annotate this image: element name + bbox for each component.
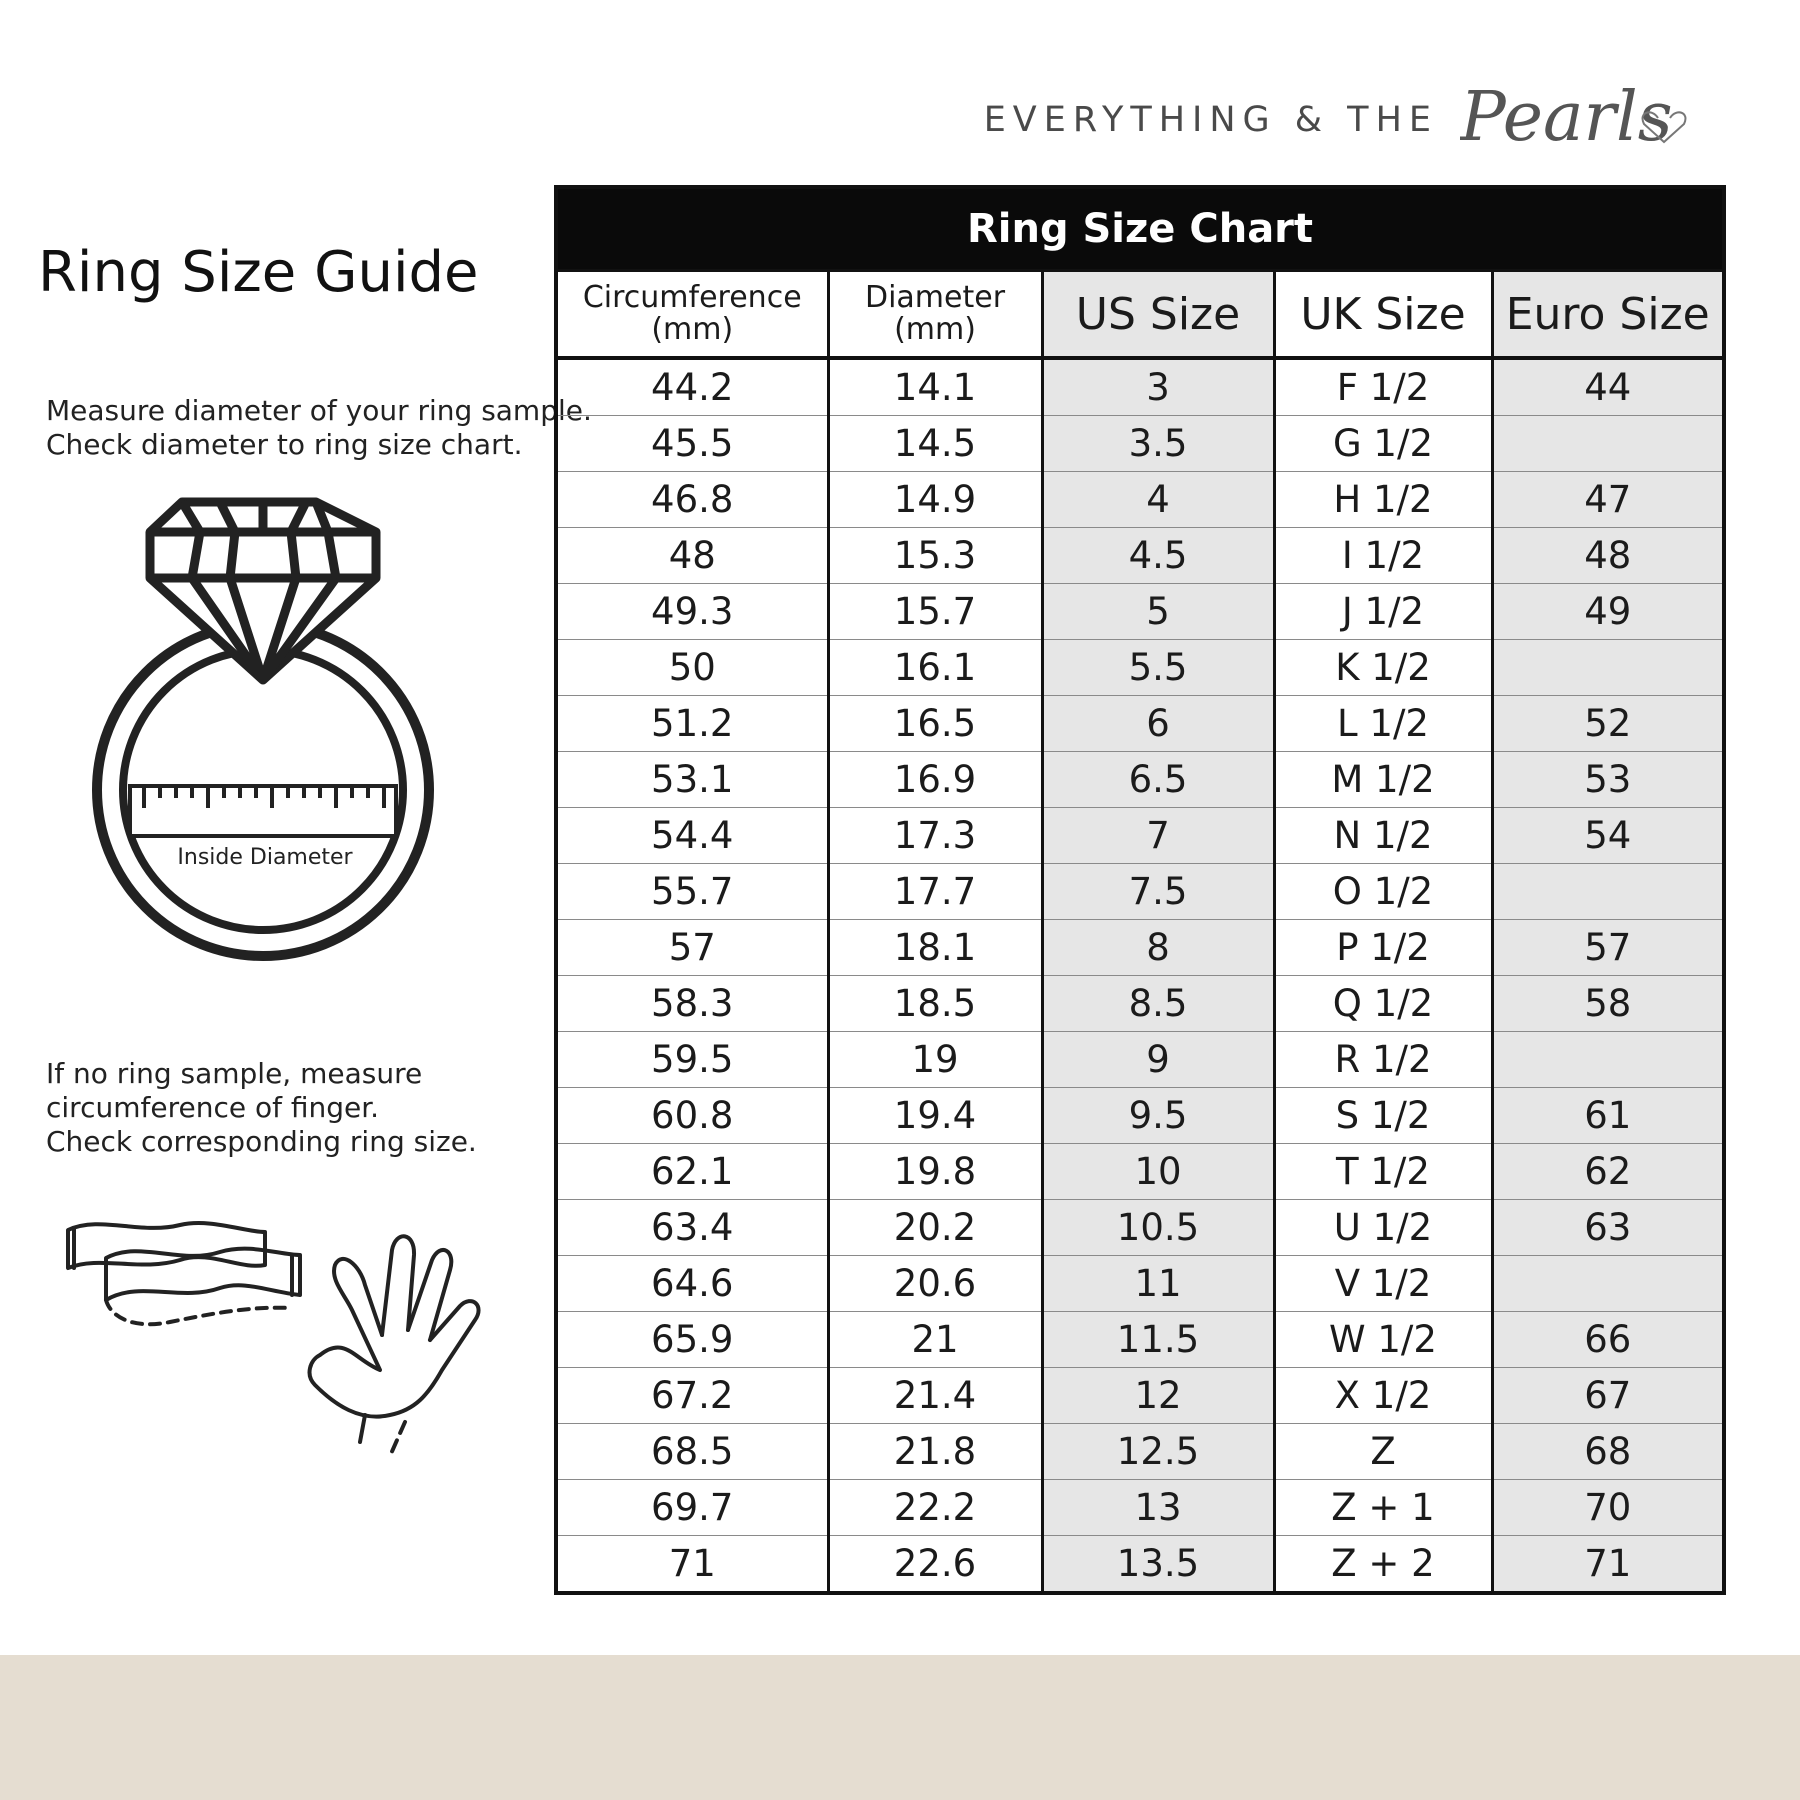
table-row bbox=[556, 920, 1724, 976]
us-size-cell: 13 bbox=[1042, 1480, 1274, 1536]
us-size-cell: 11.5 bbox=[1042, 1312, 1274, 1368]
circumference-cell: 45.5 bbox=[556, 416, 828, 472]
uk-size-cell: G 1/2 bbox=[1274, 416, 1492, 472]
euro-size-cell: 68 bbox=[1492, 1424, 1724, 1480]
us-size-cell: 9 bbox=[1042, 1032, 1274, 1088]
uk-size-cell: U 1/2 bbox=[1274, 1200, 1492, 1256]
us-size-cell: 9.5 bbox=[1042, 1088, 1274, 1144]
euro-size-cell: 48 bbox=[1492, 528, 1724, 584]
circumference-cell: 48 bbox=[556, 528, 828, 584]
euro-size-cell bbox=[1492, 1256, 1724, 1312]
brand-logo bbox=[984, 70, 1700, 170]
circumference-cell: 59.5 bbox=[556, 1032, 828, 1088]
header-line: Diameter bbox=[864, 280, 1006, 315]
circumference-cell: 64.6 bbox=[556, 1256, 828, 1312]
uk-size-cell: S 1/2 bbox=[1274, 1088, 1492, 1144]
uk-size-cell: X 1/2 bbox=[1274, 1368, 1492, 1424]
column-header-uk-size: UK Size bbox=[1274, 271, 1492, 359]
pearls-script-logo bbox=[1460, 70, 1700, 170]
ring-sample-instructions bbox=[46, 394, 592, 462]
table-row bbox=[556, 1368, 1724, 1424]
table-row bbox=[556, 1144, 1724, 1200]
instruction-line: Check diameter to ring size chart. bbox=[46, 428, 523, 461]
uk-size-cell: R 1/2 bbox=[1274, 1032, 1492, 1088]
uk-size-cell: I 1/2 bbox=[1274, 528, 1492, 584]
inside-diameter-label: Inside Diameter bbox=[177, 845, 353, 870]
diameter-cell: 14.9 bbox=[828, 472, 1042, 528]
us-size-cell: 12 bbox=[1042, 1368, 1274, 1424]
euro-size-cell: 63 bbox=[1492, 1200, 1724, 1256]
euro-size-cell bbox=[1492, 640, 1724, 696]
diameter-cell: 19.4 bbox=[828, 1088, 1042, 1144]
euro-size-cell bbox=[1492, 416, 1724, 472]
diameter-cell: 16.9 bbox=[828, 752, 1042, 808]
circumference-cell: 53.1 bbox=[556, 752, 828, 808]
circumference-cell: 58.3 bbox=[556, 976, 828, 1032]
uk-size-cell: J 1/2 bbox=[1274, 584, 1492, 640]
euro-size-cell: 66 bbox=[1492, 1312, 1724, 1368]
instruction-line: circumference of finger. bbox=[46, 1091, 380, 1124]
circumference-cell: 67.2 bbox=[556, 1368, 828, 1424]
uk-size-cell: N 1/2 bbox=[1274, 808, 1492, 864]
euro-size-cell: 49 bbox=[1492, 584, 1724, 640]
footer-band bbox=[0, 1655, 1800, 1800]
us-size-cell: 4 bbox=[1042, 472, 1274, 528]
uk-size-cell: L 1/2 bbox=[1274, 696, 1492, 752]
uk-size-cell: Z + 1 bbox=[1274, 1480, 1492, 1536]
uk-size-cell: Z bbox=[1274, 1424, 1492, 1480]
uk-size-cell: Z + 2 bbox=[1274, 1536, 1492, 1594]
diameter-cell: 17.3 bbox=[828, 808, 1042, 864]
diameter-cell: 21 bbox=[828, 1312, 1042, 1368]
header-line: (mm) bbox=[894, 312, 976, 347]
diameter-cell: 14.5 bbox=[828, 416, 1042, 472]
diameter-cell: 17.7 bbox=[828, 864, 1042, 920]
us-size-cell: 6 bbox=[1042, 696, 1274, 752]
us-size-cell: 12.5 bbox=[1042, 1424, 1274, 1480]
circumference-cell: 60.8 bbox=[556, 1088, 828, 1144]
euro-size-cell: 54 bbox=[1492, 808, 1724, 864]
table-row bbox=[556, 1312, 1724, 1368]
uk-size-cell: T 1/2 bbox=[1274, 1144, 1492, 1200]
table-row bbox=[556, 808, 1724, 864]
table-row bbox=[556, 1256, 1724, 1312]
diamond-ring-icon bbox=[80, 490, 460, 980]
table-row bbox=[556, 1536, 1724, 1594]
diameter-cell: 15.7 bbox=[828, 584, 1042, 640]
table-row bbox=[556, 472, 1724, 528]
euro-size-cell: 61 bbox=[1492, 1088, 1724, 1144]
euro-size-cell: 62 bbox=[1492, 1144, 1724, 1200]
finger-instructions bbox=[46, 1057, 477, 1159]
circumference-cell: 68.5 bbox=[556, 1424, 828, 1480]
circumference-cell: 54.4 bbox=[556, 808, 828, 864]
us-size-cell: 3.5 bbox=[1042, 416, 1274, 472]
us-size-cell: 6.5 bbox=[1042, 752, 1274, 808]
euro-size-cell: 47 bbox=[1492, 472, 1724, 528]
table-row bbox=[556, 1088, 1724, 1144]
us-size-cell: 8 bbox=[1042, 920, 1274, 976]
euro-size-cell: 58 bbox=[1492, 976, 1724, 1032]
header-line: (mm) bbox=[651, 312, 734, 347]
diameter-cell: 22.6 bbox=[828, 1536, 1042, 1594]
uk-size-cell: V 1/2 bbox=[1274, 1256, 1492, 1312]
column-header-circumference bbox=[556, 271, 828, 359]
euro-size-cell: 44 bbox=[1492, 358, 1724, 416]
table-row bbox=[556, 640, 1724, 696]
uk-size-cell: M 1/2 bbox=[1274, 752, 1492, 808]
diameter-cell: 15.3 bbox=[828, 528, 1042, 584]
us-size-cell: 5.5 bbox=[1042, 640, 1274, 696]
circumference-cell: 63.4 bbox=[556, 1200, 828, 1256]
diameter-cell: 19 bbox=[828, 1032, 1042, 1088]
table-row bbox=[556, 696, 1724, 752]
circumference-cell: 51.2 bbox=[556, 696, 828, 752]
uk-size-cell: Q 1/2 bbox=[1274, 976, 1492, 1032]
circumference-cell: 71 bbox=[556, 1536, 828, 1594]
us-size-cell: 5 bbox=[1042, 584, 1274, 640]
table-row bbox=[556, 584, 1724, 640]
chart-title: Ring Size Chart bbox=[556, 187, 1724, 271]
euro-size-cell: 53 bbox=[1492, 752, 1724, 808]
diameter-cell: 16.1 bbox=[828, 640, 1042, 696]
instruction-line: If no ring sample, measure bbox=[46, 1057, 423, 1090]
euro-size-cell: 71 bbox=[1492, 1536, 1724, 1594]
diameter-cell: 21.8 bbox=[828, 1424, 1042, 1480]
table-row bbox=[556, 1200, 1724, 1256]
diameter-cell: 22.2 bbox=[828, 1480, 1042, 1536]
circumference-cell: 44.2 bbox=[556, 358, 828, 416]
table-row bbox=[556, 1032, 1724, 1088]
us-size-cell: 8.5 bbox=[1042, 976, 1274, 1032]
diameter-cell: 20.6 bbox=[828, 1256, 1042, 1312]
us-size-cell: 10.5 bbox=[1042, 1200, 1274, 1256]
euro-size-cell: 52 bbox=[1492, 696, 1724, 752]
column-header-us-size: US Size bbox=[1042, 271, 1274, 359]
table-row bbox=[556, 864, 1724, 920]
column-header-euro-size: Euro Size bbox=[1492, 271, 1724, 359]
diameter-cell: 18.1 bbox=[828, 920, 1042, 976]
brand-script-text: Pearls bbox=[1460, 78, 1673, 157]
us-size-cell: 7 bbox=[1042, 808, 1274, 864]
circumference-cell: 46.8 bbox=[556, 472, 828, 528]
uk-size-cell: H 1/2 bbox=[1274, 472, 1492, 528]
euro-size-cell: 57 bbox=[1492, 920, 1724, 976]
table-row bbox=[556, 1480, 1724, 1536]
uk-size-cell: F 1/2 bbox=[1274, 358, 1492, 416]
header-line: Circumference bbox=[582, 280, 802, 315]
circumference-cell: 65.9 bbox=[556, 1312, 828, 1368]
instruction-line: Check corresponding ring size. bbox=[46, 1125, 477, 1158]
us-size-cell: 3 bbox=[1042, 358, 1274, 416]
us-size-cell: 13.5 bbox=[1042, 1536, 1274, 1594]
circumference-cell: 69.7 bbox=[556, 1480, 828, 1536]
uk-size-cell: W 1/2 bbox=[1274, 1312, 1492, 1368]
circumference-cell: 62.1 bbox=[556, 1144, 828, 1200]
euro-size-cell bbox=[1492, 864, 1724, 920]
table-row bbox=[556, 528, 1724, 584]
ring-size-chart bbox=[554, 185, 1726, 1595]
guide-title: Ring Size Guide bbox=[38, 240, 479, 305]
us-size-cell: 11 bbox=[1042, 1256, 1274, 1312]
diameter-cell: 21.4 bbox=[828, 1368, 1042, 1424]
table-row bbox=[556, 1424, 1724, 1480]
circumference-cell: 55.7 bbox=[556, 864, 828, 920]
us-size-cell: 7.5 bbox=[1042, 864, 1274, 920]
diameter-cell: 20.2 bbox=[828, 1200, 1042, 1256]
circumference-cell: 57 bbox=[556, 920, 828, 976]
chart-body bbox=[556, 358, 1724, 1593]
table-row bbox=[556, 358, 1724, 416]
us-size-cell: 10 bbox=[1042, 1144, 1274, 1200]
diameter-cell: 19.8 bbox=[828, 1144, 1042, 1200]
diameter-cell: 16.5 bbox=[828, 696, 1042, 752]
brand-text: EVERYTHING & THE bbox=[983, 100, 1438, 140]
euro-size-cell bbox=[1492, 1032, 1724, 1088]
column-header-diameter bbox=[828, 271, 1042, 359]
instruction-line: Measure diameter of your ring sample. bbox=[46, 394, 592, 427]
circumference-cell: 49.3 bbox=[556, 584, 828, 640]
euro-size-cell: 70 bbox=[1492, 1480, 1724, 1536]
us-size-cell: 4.5 bbox=[1042, 528, 1274, 584]
uk-size-cell: P 1/2 bbox=[1274, 920, 1492, 976]
circumference-cell: 50 bbox=[556, 640, 828, 696]
uk-size-cell: K 1/2 bbox=[1274, 640, 1492, 696]
diameter-cell: 14.1 bbox=[828, 358, 1042, 416]
table-row bbox=[556, 416, 1724, 472]
table-row bbox=[556, 976, 1724, 1032]
table-row bbox=[556, 752, 1724, 808]
diameter-cell: 18.5 bbox=[828, 976, 1042, 1032]
uk-size-cell: O 1/2 bbox=[1274, 864, 1492, 920]
euro-size-cell: 67 bbox=[1492, 1368, 1724, 1424]
tape-and-hand-icon bbox=[60, 1210, 530, 1460]
